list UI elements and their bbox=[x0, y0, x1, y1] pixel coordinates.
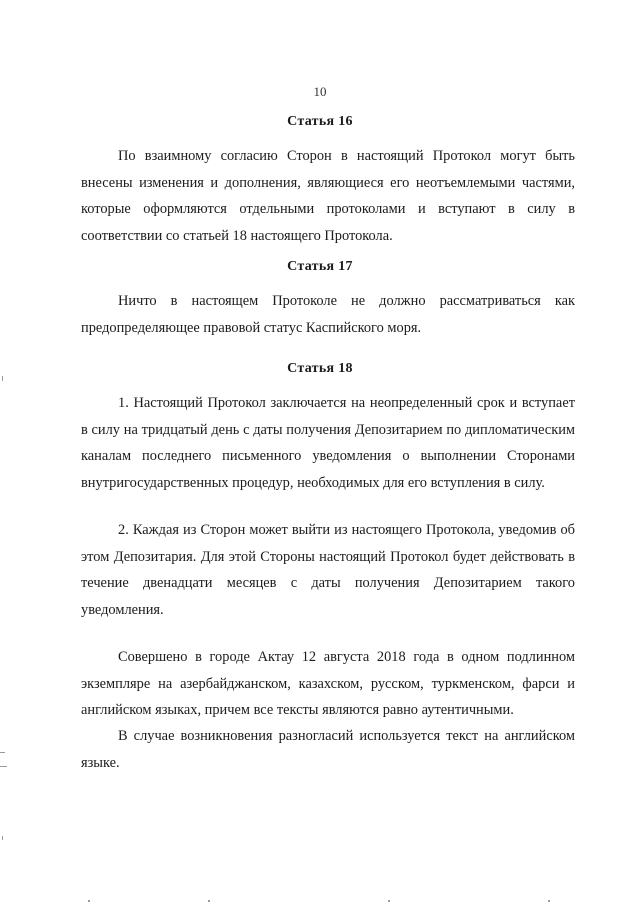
scan-mark bbox=[2, 376, 3, 381]
scan-mark bbox=[0, 766, 7, 767]
scan-mark bbox=[388, 900, 390, 902]
article-16-title: Статья 16 bbox=[287, 114, 353, 129]
closing-paragraph-1: Совершено в городе Актау 12 августа 2018 года в одном подлинном экземпляре на азербайджанском, казахском, русском, туркменском, фарси и английском языках, причем все тексты являются равно аутентичными. bbox=[81, 649, 575, 718]
scan-mark bbox=[2, 836, 3, 840]
scan-mark bbox=[548, 900, 550, 902]
closing-paragraph-2: В случае возникновения разногласий используется текст на английском языке. bbox=[81, 728, 575, 771]
article-17-title: Статья 17 bbox=[287, 259, 353, 274]
scan-mark bbox=[0, 752, 5, 753]
scan-mark bbox=[208, 900, 210, 902]
article-17-paragraph: Ничто в настоящем Протоколе не должно рассматриваться как предопределяющее правовой статус Каспийского моря. bbox=[81, 293, 575, 336]
article-18-title: Статья 18 bbox=[287, 361, 353, 376]
article-18-clause-2: 2. Каждая из Сторон может выйти из настоящего Протокола, уведомив об этом Депозитария. Для этой Стороны настоящий Протокол будет действовать в течение двенадцати месяцев с даты получения Депозитарием такого уведомления. bbox=[81, 522, 575, 618]
scan-mark bbox=[88, 900, 90, 902]
article-18-clause-1: 1. Настоящий Протокол заключается на неопределенный срок и вступает в силу на тридцатый день с даты получения Депозитарием по дипломатическим каналам последнего письменного уведомления о выполнении Сторонами внутригосударственных процедур, необходимых для его вступления в силу. bbox=[81, 395, 575, 491]
page-number: 10 bbox=[313, 84, 327, 99]
article-16-paragraph: По взаимному согласию Сторон в настоящий Протокол могут быть внесены изменения и дополнения, являющиеся его неотъемлемыми частями, которые оформляются отдельными протоколами и вступают в силу в соответствии со статьей 18 настоящего Протокола. bbox=[81, 148, 575, 244]
